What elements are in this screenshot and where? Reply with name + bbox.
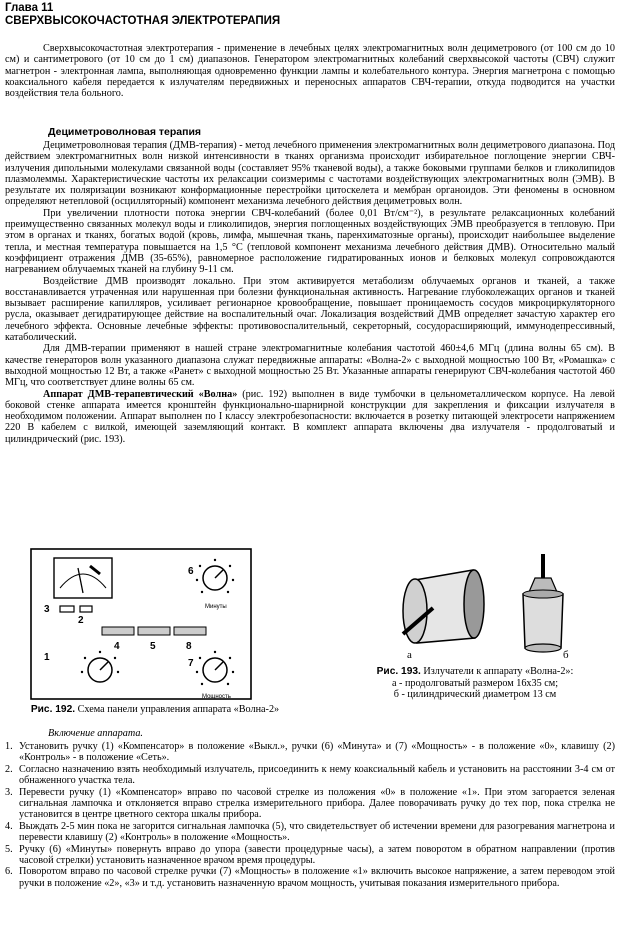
panel-drawing <box>30 548 252 700</box>
letter-a: а <box>407 649 412 660</box>
step-number: 5. <box>5 843 13 855</box>
label-4: 4 <box>114 641 120 652</box>
letter-b: б <box>563 649 569 660</box>
step-number: 2. <box>5 763 13 775</box>
dial-power <box>196 651 234 685</box>
label-5: 5 <box>150 641 156 652</box>
figure-192-label: Рис. 192. <box>30 704 76 715</box>
figure-193-caption <box>340 666 610 701</box>
figure-192-title: Схема панели управления аппарата «Волна-2» <box>75 704 280 715</box>
figure-192-panel <box>30 548 252 700</box>
section-body <box>5 140 615 445</box>
chapter-header <box>5 2 280 28</box>
measuring-meter <box>54 558 112 598</box>
label-1: 1 <box>44 652 50 663</box>
figure-193-line-b: б - цилиндрический диаметром 13 см <box>393 689 557 700</box>
lamp-5 <box>138 627 170 635</box>
procedure-step <box>5 844 615 867</box>
step-number: 6. <box>5 866 13 878</box>
step-text: Установить ручку (1) «Компенсатор» в положение «Выкл.», ручки (6) «Минута» и (7) «Мощность» - в положение «0», клавишу (2) «Контроль» - в положение «Сеть». <box>19 741 615 764</box>
section-heading: Дециметроволновая терапия <box>48 126 202 138</box>
apparatus-text: (рис. 192) выполнен в виде тумбочки в цельнометаллическом корпусе. На левой боковой стенке аппарата имеется кронштейн функционально-шарнирной конструкции для закрепления и фиксации излучателя в необходимом положении. Аппарат выполнен по I классу электробезопасности: включается в розетку питающей электросети напряжением 220 В кабелем с вилкой, имеющей заземляющий контакт. В комплект аппарата включены два излучателя - продолговатый и цилиндрический (рис. 193). <box>5 388 615 445</box>
dial-minutes <box>196 559 234 593</box>
step-text: Перевести ручку (1) «Компенсатор» вправо по часовой стрелке из положения «0» в положение «1». При этом загорается зеленая сигнальная лампочка и отклоняется вправо стрелка измерительного прибора. Далее поворачивать ручку до тех пор, пока стрелка не установится в центре цветного сектора шкалы прибора. <box>19 786 615 821</box>
step-text: Выждать 2-5 мин пока не загорится сигнальная лампочка (5), что свидетельствует об истечении времени для разогревания магнетрона и перевести клавишу (2) «Контроль» в положение «Мощность». <box>19 820 615 844</box>
intro-block <box>5 43 615 99</box>
label-3: 3 <box>44 604 50 615</box>
step-number: 3. <box>5 786 13 798</box>
step-text: Поворотом вправо по часовой стрелке ручки (7) «Мощность» в положение «1» включить высокое напряжение, а затем переводом этой ручки в положение «2», «3» и т.д. установить назначенную врачом мощность, учитывая показания измерительного прибора. <box>19 866 615 889</box>
label-2: 2 <box>78 615 84 626</box>
switch-4 <box>102 627 134 635</box>
step-text: Согласно назначению взять необходимый излучатель, присоединить к нему коаксиальный кабель и установить на расстоянии 3-4 см от обнаженного участка тела. <box>19 763 615 787</box>
emitter-elongated <box>403 570 484 643</box>
chapter-title: СВЕРХВЫСОКОЧАСТОТНАЯ ЭЛЕКТРОТЕРАПИЯ <box>5 15 281 27</box>
label-7: 7 <box>188 658 194 669</box>
apparatus-lead: Аппарат ДМВ-терапевтический «Волна» <box>43 388 238 400</box>
intro-paragraph: Сверхвысокочастотная электротерапия - применение в лечебных целях электромагнитных волн дециметрового (от 100 см до 10 см) и сантиметрового (от 10 см до 1 см) диапазонов. Генератором электромагнитных колебаний сверхвысокой частоты (СВЧ) служит магнетрон - электронная лампа, выполняющая одновременно функции лампы и колебательного контура. Энергия магнетрона с помощью коаксиального кабеля передается к излучателям передвижных и переносных аппаратов СВЧ-терапии, откуда подводится на участки воздействия тела больного. <box>5 43 615 100</box>
paragraph-definition: Дециметроволновая терапия (ДМВ-терапия) - метод лечебного применения электромагнитных волн дециметрового диапазона. Под действием электромагнитных волн низкой интенсивности в тканях организма происходит избирательное поглощение энергии СВЧ-излучения дипольными молекулами связанной воды (составляет 95% тканевой воды), а также боковыми группами белков и гликолипидов плазмолеммы. Характеристические частоты их релаксации соизмеримы с частотами воздействующих электромагнитных волн (ЭМВ). В результате их поляризации возникают конформационные перестройки цитоскелета и мембран органоидов. Эти феномены в основном определяют нетепловой (осцилляторный) компонент механизма лечебного действия дециметровых волн. <box>5 140 615 208</box>
step-number: 1. <box>5 741 13 752</box>
label-6-switch: 8 <box>186 641 192 652</box>
procedure-step <box>5 741 615 764</box>
procedure-step <box>5 764 615 787</box>
step-text: Ручку (6) «Минуты» повернуть вправо до упора (завести процедурные часы), а затем поворотом в обратном направлении (против часовой стрелки) установить назначенное врачом время процедуры. <box>19 843 615 867</box>
paragraph-thermal: При увеличении плотности потока энергии СВЧ-колебаний (более 0,01 Вт/см⁻²), в результате релаксационных колебаний преимущественно связанных молекул воды и гликолипидов, энергия поглощенных воздействующих ЭМВ преобразуется в тепловую. При этом в органах и тканях, богатых водой (кровь, лимфа, мышечная ткань, паренхиматозные органы), происходит наибольшее выделение тепла, и местная температура повышается на 1,5 °С (тепловой компонент механизма лечебного действия ДМВ). Относительно малый коэффициент отражения ДМВ (35-65%), равномерное расположение гидратированных ионов и белковых молекул сопровождаются нагреванием облучаемых тканей на глубину 9-11 см. <box>5 207 615 276</box>
dial-compensator <box>81 651 119 682</box>
procedure-steps <box>5 741 615 889</box>
figure-193-line-a: а - продолговатый размером 16x35 см; <box>391 677 559 689</box>
chapter-number: Глава 11 <box>5 2 54 14</box>
figure-192-caption <box>5 704 305 716</box>
figure-193-title: Излучатели к аппарату «Волна-2»: <box>420 666 574 677</box>
label-6: 6 <box>188 566 194 577</box>
signal-lamp-green <box>60 606 74 612</box>
paragraph-devices: Для ДМВ-терапии применяют в нашей стране электромагнитные колебания частотой 460±4,6 МГц (длина волны 65 см). В качестве генераторов волн указанного диапазона служат передвижные аппараты: «Волна-2» с выходной мощностью 100 Вт, «Ромашка» с выходной мощностью 12 Вт, а также «Ранет» с выходной мощностью 25 Вт. Указанные аппараты генерируют СВЧ-колебания частотой 460 МГц, что соответствует длине волны 65 см. <box>5 343 615 389</box>
procedure-heading: Включение аппарата. <box>48 728 143 739</box>
indicator-8 <box>174 627 206 635</box>
dial-label-minutes: Минуты <box>205 604 227 610</box>
procedure-step <box>5 787 615 821</box>
procedure-step <box>5 821 615 844</box>
step-number: 4. <box>5 820 13 832</box>
figure-193-label: Рис. 193. <box>376 666 421 677</box>
control-key <box>80 606 92 612</box>
paragraph-effects: Воздействие ДМВ производят локально. При этом активируется метаболизм облучаемых органов и тканей, а также восстанавливается утраченная или нарушенная при болезни функциональная активность. Нагревание глубоколежащих органов и тканей вызывает расширение капилляров, усиливает регионарное кровообращение, повышает проницаемость сосудов микроциркуляторного русла, оказывает дегидратирующее действие на воспалительный очаг. Локализация воздействий ДМВ определяет зачастую характер его лечебного эффекта. Основные лечебные эффекты: противовоспалительный, секреторный, сосудорасширяющий, иммунодепрессивный, катаболический. <box>5 275 615 344</box>
paragraph-apparatus <box>5 389 615 445</box>
emitters-drawing <box>385 548 585 660</box>
emitter-cylindrical <box>523 554 563 652</box>
procedure-step <box>5 866 615 889</box>
dial-label-power: Мощность <box>202 694 231 700</box>
figure-193-emitters <box>385 548 585 660</box>
